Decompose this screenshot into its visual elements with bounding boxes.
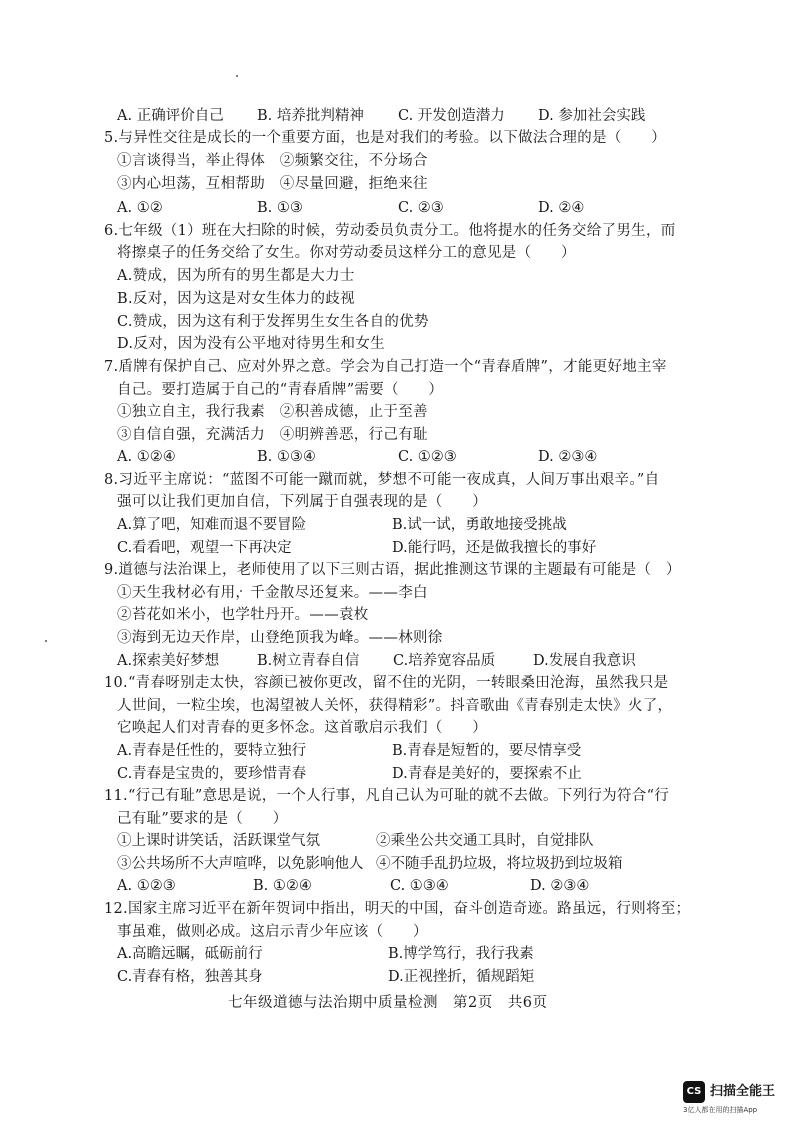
q12-option-b: B.博学笃行，我行我素 bbox=[388, 946, 534, 962]
q11-option-c: C. ①③④ bbox=[390, 878, 449, 894]
q9-option-d: D.发展自我意识 bbox=[533, 653, 636, 669]
q11-item1: ①上课时讲笑话，活跃课堂气氛 bbox=[117, 833, 320, 849]
q9-option-a: A.探索美好梦想 bbox=[117, 653, 220, 669]
q11-option-b: B. ①②④ bbox=[253, 878, 312, 894]
q9-quote2: ②苔花如米小，也学牡丹开。——袁枚 bbox=[117, 607, 369, 623]
q7-stem-line2: 自己。要打造属于自己的“青春盾牌”需要（ ） bbox=[117, 382, 444, 398]
camscanner-logo-icon: CS bbox=[683, 1081, 705, 1103]
q4-option-a: A. 正确评价自己 bbox=[117, 108, 224, 124]
page-footer: 七年级道德与法治期中质量检测 第2页 共6页 bbox=[228, 995, 548, 1011]
q12-option-d: D.正视挫折，循规蹈矩 bbox=[388, 969, 535, 985]
q4-option-c: C. 开发创造潜力 bbox=[398, 108, 505, 124]
q10-option-d: D.青春是美好的，要探索不止 bbox=[392, 766, 582, 782]
q11-option-a: A. ①②③ bbox=[117, 878, 176, 894]
q5-option-d: D. ②④ bbox=[538, 200, 585, 216]
q10-option-c: C.青春是宝贵的，要珍惜青春 bbox=[117, 766, 307, 782]
q8-option-c: C.看看吧，观望一下再决定 bbox=[117, 540, 292, 556]
scanner-watermark bbox=[683, 1079, 793, 1119]
q6-option-d: D.反对，因为没有公平地对待男生和女生 bbox=[117, 336, 385, 352]
q9-quote1: ①天生我材必有用，千金散尽还复来。——李白 bbox=[117, 585, 428, 601]
q8-option-d: D.能行吗，还是做我擅长的事好 bbox=[392, 540, 597, 556]
q9-quote3: ③海到无边天作岸，山登绝顶我为峰。——林则徐 bbox=[117, 630, 443, 646]
q10-option-a: A.青春是任性的，要特立独行 bbox=[117, 743, 307, 759]
q10-stem-line2: 人世间，一粒尘埃，也渴望被人关怀，获得精彩”。抖音歌曲《青春别走太快》火了， bbox=[117, 698, 673, 714]
q11-option-d: D. ②③④ bbox=[530, 878, 590, 894]
q12-stem-line2: 事虽难，做则必成。这启示青少年应该（ ） bbox=[117, 924, 428, 940]
q11-item4: ④不随手乱扔垃圾，将垃圾扔到垃圾箱 bbox=[376, 856, 623, 872]
q7-stem-line1: 7.盾牌有保护自己、应对外界之意。学会为自己打造一个“青春盾牌”，才能更好地主宰 bbox=[104, 359, 667, 375]
q10-stem-line3: 它唤起人们对青春的更多怀念。这首歌启示我们（ ） bbox=[117, 720, 487, 736]
q11-item2: ②乘坐公共交通工具时，自觉排队 bbox=[376, 833, 594, 849]
q6-stem-line1: 6.七年级（1）班在大扫除的时候，劳动委员负责分工。他将提水的任务交给了男生，而 bbox=[104, 223, 676, 239]
watermark-brand: 扫描全能王 bbox=[710, 1084, 776, 1099]
q11-item3: ③公共场所不大声喧哗，以免影响他人 bbox=[117, 856, 364, 872]
q11-stem-line2: 己有耻”要求的是（ ） bbox=[117, 811, 288, 827]
q5-option-a: A. ①② bbox=[117, 200, 163, 216]
q8-stem-line1: 8.习近平主席说：“蓝图不可能一蹴而就，梦想不可能一夜成真，人间万事出艰辛。”自 bbox=[104, 472, 660, 488]
scan-speck bbox=[236, 75, 238, 77]
q5-items-line2: ③内心坦荡，互相帮助 ④尽量回避，拒绝来往 bbox=[117, 176, 428, 192]
q7-option-c: C. ①②③ bbox=[398, 449, 457, 465]
q9-option-b: B.树立青春自信 bbox=[257, 653, 360, 669]
q10-stem-line1: 10.“青春呀别走太快，容颜已被你更改，留不住的光阴，一转眼桑田沧海，虽然我只是 bbox=[104, 675, 669, 691]
q7-option-b: B. ①③④ bbox=[257, 449, 316, 465]
q8-option-a: A.算了吧，知难而退不要冒险 bbox=[117, 517, 307, 533]
q6-option-a: A.赞成，因为所有的男生都是大力士 bbox=[117, 268, 355, 284]
q6-option-c: C.赞成，因为这有利于发挥男生女生各自的优势 bbox=[117, 314, 429, 330]
q12-stem-line1: 12.国家主席习近平在新年贺词中指出，明天的中国，奋斗创造奇迹。路虽远，行则将至； bbox=[104, 901, 691, 917]
q6-stem-line2: 将擦桌子的任务交给了女生。你对劳动委员这样分工的意见是（ ） bbox=[117, 245, 576, 261]
q9-stem: 9.道德与法治课上，老师使用了以下三则古语，据此推测这节课的主题最有可能是（ ） bbox=[104, 562, 681, 578]
q8-option-b: B.试一试，勇敢地接受挑战 bbox=[392, 517, 567, 533]
q11-stem-line1: 11.“行己有耻”意思是说，一个人行事，凡自己认为可耻的就不去做。下列行为符合“行 bbox=[104, 788, 670, 804]
q12-option-c: C.青春有格，独善其身 bbox=[117, 969, 263, 985]
q10-option-b: B.青春是短暂的，要尽情享受 bbox=[392, 743, 582, 759]
q7-items-line2: ③自信自强，充满活力 ④明辨善恶，行己有耻 bbox=[117, 427, 428, 443]
q5-option-b: B. ①③ bbox=[257, 200, 303, 216]
q8-stem-line2: 强可以让我们更加自信，下列属于自强表现的是（ ） bbox=[117, 494, 487, 510]
q4-option-b: B. 培养批判精神 bbox=[257, 108, 364, 124]
q4-option-d: D. 参加社会实践 bbox=[538, 108, 646, 124]
q12-option-a: A.高瞻远瞩，砥砺前行 bbox=[117, 946, 263, 962]
q5-items-line1: ①言谈得当，举止得体 ②频繁交往，不分场合 bbox=[117, 153, 428, 169]
scan-speck bbox=[45, 640, 47, 642]
q7-option-a: A. ①②④ bbox=[117, 449, 176, 465]
watermark-tagline: 3亿人都在用的扫描App bbox=[683, 1106, 758, 1114]
q5-option-c: C. ②③ bbox=[398, 200, 444, 216]
q6-option-b: B.反对，因为这是对女生体力的歧视 bbox=[117, 291, 355, 307]
q7-items-line1: ①独立自主，我行我素 ②积善成德，止于至善 bbox=[117, 404, 428, 420]
q7-option-d: D. ②③④ bbox=[538, 449, 598, 465]
q9-option-c: C.培养宽容品质 bbox=[393, 653, 496, 669]
q5-stem: 5.与异性交往是成长的一个重要方面，也是对我们的考验。以下做法合理的是（ ） bbox=[104, 130, 667, 146]
